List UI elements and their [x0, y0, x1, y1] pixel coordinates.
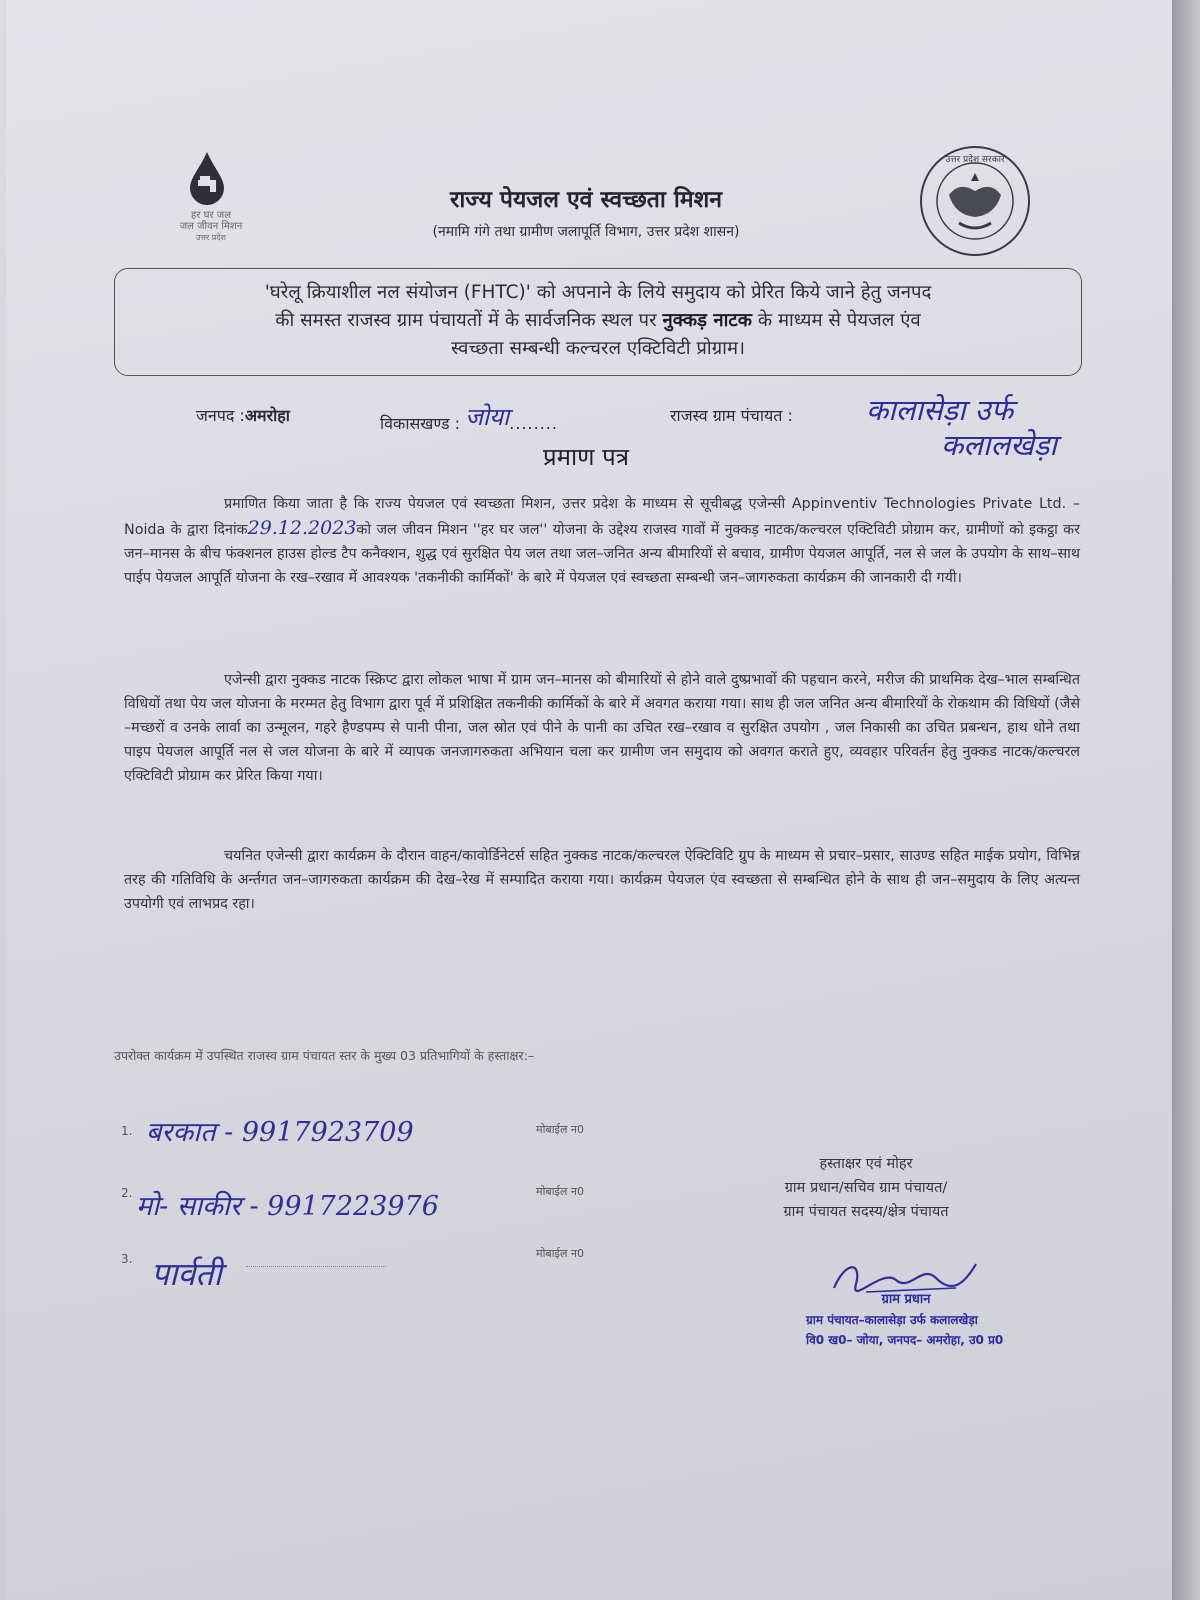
- participant-1-number: 1.: [121, 1124, 133, 1138]
- signatory-line-2: ग्राम प्रधान/सचिव ग्राम पंचायत/: [784, 1180, 948, 1196]
- programme-date: 29.12.2023: [247, 517, 357, 539]
- participant-2-mobile-label: मोबाईल न0: [536, 1185, 585, 1198]
- signatory-line-3: ग्राम पंचायत सदस्य/क्षेत्र पंचायत: [783, 1204, 949, 1220]
- adjacent-page-edge: [1172, 0, 1200, 1600]
- participant-2-signature: मो- साकीर - 9917223976: [136, 1191, 439, 1222]
- programme-line-3: स्वच्छता सम्बन्धी कल्चरल एक्टिविटी प्रोग्राम।: [450, 338, 746, 359]
- participant-3-signature: पार्वती: [151, 1255, 222, 1293]
- block-value: जोया: [465, 403, 510, 431]
- panchayat-value-line-2: कलालखेड़ा: [941, 428, 1057, 462]
- programme-title-box: [114, 268, 1082, 376]
- logo-tagline-1: हर घर जल: [191, 210, 231, 221]
- logo-tagline-2: जल जीवन मिशन: [179, 221, 243, 232]
- participant-1-signature: बरकात - 9917923709: [146, 1117, 414, 1148]
- participants-intro: उपरोक्त कार्यक्रम में उपस्थित राजस्व ग्राम पंचायत स्तर के मुख्य 03 प्रतिभागियों के हस्ताक्षर:–: [114, 1048, 535, 1063]
- seal-text: उत्तर प्रदेश सरकार: [945, 155, 1005, 165]
- participant-3-number: 3.: [121, 1252, 133, 1266]
- stamp-line-3: वि0 ख0– जोया, जनपद– अमरोहा, उ0 प्र0: [806, 1333, 1004, 1347]
- programme-line-2: की समस्त राजस्व ग्राम पंचायतों में के सार्वजनिक स्थल पर नुक्कड़ नाटक के माध्यम से पेयजल एंव: [275, 310, 921, 331]
- district-field: [196, 404, 290, 426]
- paragraph-1: प्रमाणित किया जाता है कि राज्य पेयजल एवं स्वच्छता मिशन, उत्तर प्रदेश के माध्यम से सूचीबद्ध एजेन्सी Appinventiv Technologies Private Ltd. – Noida के द्वारा दिनांक29.12.2023को जल जीवन मिशन ''हर घर जल'' योजना के उद्देश्य राजस्व गावों में नुक्कड़ नाटक/कल्चरल एक्टिविटी प्रोग्राम कर, ग्रामीणों को इकट्ठा कर जन–मानस के बीच फंक्शनल हाउस होल्ड टैप कनैक्शन, शुद्ध एवं सुरक्षित पेय जल तथा जल–जनित अन्य बीमारियों से बचाव, ग्रामीण पेयजल आपूर्ति, नल से जल के उपयोग के साथ–साथ पाईप पेयजल आपूर्ति योजना के रख–रखाव में आवश्यक 'तकनीकी कार्मिकों' के बारे में पेयजल एवं स्वच्छता सम्बन्धी जन–जागरुकता कार्यक्रम की जानकारी दी गयी।: [124, 496, 1080, 586]
- signatory-line-1: हस्ताक्षर एवं मोहर: [819, 1156, 913, 1172]
- paragraph-2: एजेन्सी द्वारा नुक्कड नाटक स्क्रिप्ट द्वारा लोकल भाषा में ग्राम जन–मानस को बीमारियों से होने वाले दुष्प्रभावों की पहचान करने, मरीज की प्राथमिक देख–भाल सम्बन्धित विधियों तथा पेय जल योजना के मरम्मत हेतु विभाग द्वारा पूर्व में प्रशिक्षित तकनीकी कार्मिकों के बारे में अवगत कराया गया। साथ ही जल जनित अन्य बीमारियों के रोकथाम की विधियों (जैसे –मच्छरों व उनके लार्वा का उन्मूलन, गहरे हैण्डपम्प से पानी पीना, जल स्रोत एवं पीने के पानी का उचित रख–रखाव व सुरक्षित उपयोग , जल निकासी का उचित प्रबन्धन, हाथ धोने तथा पाइप पेयजल आपूर्ति नल से जल योजना के बारे में व्यापक जनजागरुकता अभियान चला कर ग्रामीण जन समुदाय को अवगत कराते हुए, व्यवहार परिवर्तन हेतु नुक्कड नाटक/कल्चरल एक्टिविटी प्रोग्राम कर प्रेरित किया गया।: [124, 672, 1080, 784]
- water-drop-tap-icon: [186, 150, 228, 206]
- stamp-line-2: ग्राम पंचायत–कालासेड़ा उर्फ कलालखेड़ा: [806, 1313, 978, 1327]
- panchayat-value-line-1: कालासेड़ा उर्फ: [866, 393, 1014, 427]
- district-value: अमरोहा: [244, 406, 290, 425]
- participant-3-mobile-label: मोबाईल न0: [536, 1247, 585, 1260]
- participant-2-number: 2.: [121, 1186, 133, 1200]
- district-label: जनपद :: [196, 406, 245, 425]
- page-title: राज्य पेयजल एवं स्वच्छता मिशन: [450, 187, 722, 213]
- stamp-line-1: ग्राम प्रधान: [881, 1292, 931, 1307]
- pradhan-stamp: [806, 1290, 1006, 1350]
- page-subtitle: (नमामि गंगे तथा ग्रामीण जलापूर्ति विभाग, उत्तर प्रदेश शासन): [432, 224, 740, 240]
- participant-3-dotted-line: [246, 1266, 386, 1267]
- har-ghar-jal-logo: [166, 150, 256, 240]
- signatory-block: [736, 1152, 996, 1224]
- panchayat-field: [670, 404, 793, 426]
- certificate-sheet: [6, 0, 1172, 1600]
- logo-tagline-3: उत्तर प्रदेश: [196, 233, 226, 242]
- block-label: विकासखण्ड :: [380, 414, 461, 433]
- panchayat-label: राजस्व ग्राम पंचायत :: [670, 406, 793, 425]
- programme-line-1: 'घरेलू क्रियाशील नल संयोजन (FHTC)' को अपनाने के लिये समुदाय को प्रेरित किये जाने हेतु जनपद: [264, 282, 932, 303]
- certificate-heading: प्रमाण पत्र: [542, 443, 630, 471]
- participant-1-mobile-label: मोबाईल न0: [536, 1123, 585, 1136]
- up-government-seal-icon: [919, 145, 1031, 257]
- paragraph-3: चयनित एजेन्सी द्वारा कार्यक्रम के दौरान वाहन/कावोर्डिनेटर्स सहित नुक्कड नाटक/कल्चरल ऐक्टिविटि ग्रुप के माध्यम से प्रचार–प्रसार, साउण्ड सहित माईक प्रयोग, विभिन्न तरह की गतिविधि के अर्न्तगत जन–जागरुकता कार्यक्रम की देख–रेख में सम्पादित कराया गया। कार्यक्रम पेयजल एंव स्वच्छता से सम्बन्धित होने के साथ ही जन–समुदाय के लिए अत्यन्त उपयोगी एवं लाभप्रद रहा।: [124, 848, 1080, 912]
- block-field: विकासखण्ड : जोया........: [380, 403, 558, 433]
